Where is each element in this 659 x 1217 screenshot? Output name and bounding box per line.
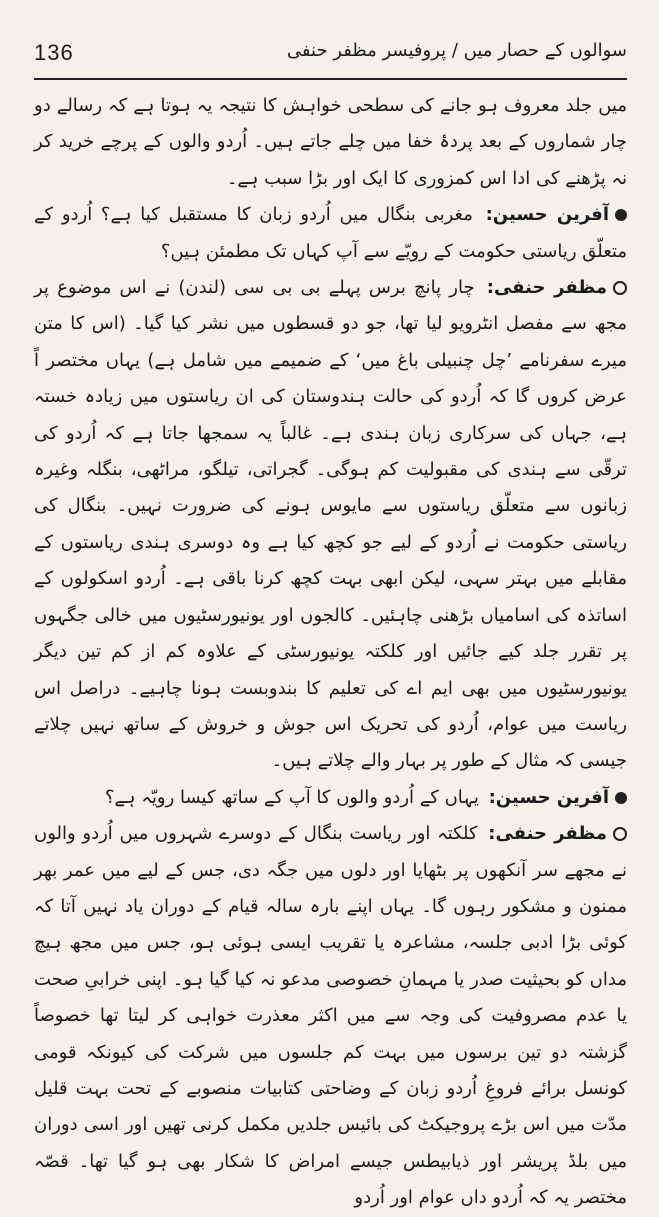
page-header	[34, 0, 627, 80]
paragraph-text: یہاں کے اُردو والوں کا آپ کے ساتھ کیسا رویّہ ہے؟	[104, 786, 479, 808]
bullet-icon	[615, 792, 627, 804]
question-paragraph	[34, 780, 627, 816]
paragraph-text: کلکتہ اور ریاست بنگال کے دوسرے شہروں میں اُردو والوں نے مجھے سر آنکھوں پر بٹھایا اور دلوں میں جگہ دی، جس کے لیے میں عمر بھر ممنون و مشکور رہوں گا۔ یہاں اپنے بارہ سالہ قیام کے دوران یاد نہیں آتا کہ کوئی بڑا ادبی جلسہ، مشاعرہ یا تقریب ایسی ہوئی ہو، جس میں مجھ ہیچ مداں کو بحیثیت صدر یا مہمانِ خصوصی مدعو نہ کیا گیا ہو۔ اپنی خرابیِ صحت یا عدم مصروفیت کی وجہ سے میں اکثر معذرت خواہی کر لیتا تھا خصوصاً گزشتہ دو تین برسوں میں بہت کم جلسوں میں شرکت کی کیونکہ قومی کونسل برائے فروغِ اُردو زبان کے وضاحتی کتابیات منصوبے کے تحت بہت قلیل مدّت میں اس بڑے پروجیکٹ کی بائیس جلدیں مکمل کرنی تھیں اور اسی دوران میں بلڈ پریشر اور ذیابیطس جیسے امراض کا شکار بھی ہو گیا تھا۔ قصّہ مختصر یہ کہ اُردو داں عوام اور اُردو	[34, 823, 627, 1209]
bullet-icon	[615, 209, 627, 221]
running-head: سوالوں کے حصار میں / پروفیسر مظفر حنفی	[286, 40, 627, 61]
page-body	[34, 80, 627, 1217]
paragraph-continuation	[34, 88, 627, 197]
paragraph-text: چار پانچ برس پہلے بی بی سی (لندن) نے اس موضوع پر مجھ سے مفصل انٹرویو لیا تھا، جو دو قسطوں میں نشر کیا گیا۔ (اس کا متن میرے سفرنامے ’چل چنبیلی باغ میں‘ کے ضمیمے میں شامل ہے) یہاں مختصر اً عرض کروں گا کہ اُردو کی حالت ہندوستان کی ان ریاستوں میں زیادہ خستہ ہے، جہاں کی سرکاری زبان ہندی ہے۔ غالباً یہ سمجھا جاتا ہے کہ اُردو کی ترقّی سے ہندی کی مقبولیت کم ہوگی۔ گجراتی، تیلگو، مراٹھی، بنگلہ وغیرہ زبانوں سے متعلّق ریاستوں سے مایوس ہونے کی ضرورت نہیں۔ بنگال کی ریاستی حکومت نے اُردو کے لیے جو کچھ کیا ہے وہ دوسری ہندی ریاستوں کے مقابلے میں بہتر سہی، لیکن ابھی بہت کچھ کرنا باقی ہے۔ اُردو اسکولوں کے اساتذہ کی اسامیاں بڑھنی چاہئیں۔ کالجوں اور یونیورسٹیوں میں خالی جگہوں پر تقرر جلد کیے جائیں اور کلکتہ یونیورسٹی کے علاوہ کم از کم تین دیگر یونیورسٹیوں میں بھی ایم اے کی تعلیم کا بندوبست ہونا چاہیے۔ دراصل اس ریاست میں عوام، اُردو کی تحریک اس جوش و خروش کے ساتھ نہیں چلاتے جیسی کہ مثال کے طور پر بہار والے چلاتے ہیں۔	[34, 277, 627, 772]
answer-paragraph	[34, 270, 627, 780]
speaker-name: مظفر حنفی:	[486, 277, 607, 299]
speaker-name: مظفر حنفی:	[488, 823, 607, 845]
ring-bullet-icon	[613, 827, 627, 841]
paragraph-text: مغربی بنگال میں اُردو زبان کا مستقبل کیا ہے؟ اُردو کے متعلّق ریاستی حکومت کے رویّے سے آپ کہاں تک مطمئن ہیں؟	[34, 204, 627, 262]
speaker-name: آفرین حسین:	[488, 786, 609, 808]
question-paragraph	[34, 197, 627, 270]
paragraph-text: میں جلد معروف ہو جانے کی سطحی خواہش کا نتیجہ یہ ہوتا ہے کہ رسالے دو چار شماروں کے بعد پردۂ خفا میں چلے جاتے ہیں۔ اُردو والوں کے پرچے خرید کر نہ پڑھنے کی ادا اس کمزوری کا ایک اور بڑا سبب ہے۔	[34, 95, 627, 189]
page-number: 136	[34, 40, 74, 65]
speaker-name: آفرین حسین:	[485, 204, 609, 226]
answer-paragraph	[34, 816, 627, 1216]
ring-bullet-icon	[613, 281, 627, 295]
